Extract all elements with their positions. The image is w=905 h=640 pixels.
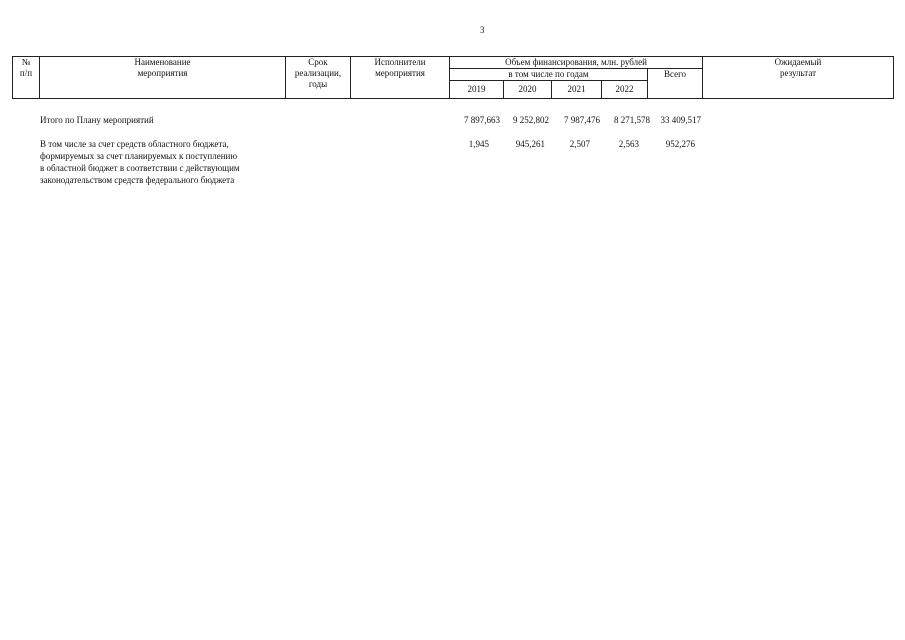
- row-total-2022: 8 271,578: [614, 115, 650, 125]
- row-total-all: 33 409,517: [660, 115, 701, 125]
- col-result-sub: результат: [779, 68, 817, 78]
- row-regional-line-3: в областной бюджет в соответствии с действующим: [40, 163, 240, 173]
- col-name-sub: мероприятия: [137, 68, 188, 78]
- col-total: Всего: [648, 69, 703, 99]
- row-total-2019: 7 897,663: [464, 115, 500, 125]
- col-by-years: в том числе по годам: [450, 69, 648, 81]
- row-total-label: Итого по Плану мероприятий: [40, 115, 154, 125]
- col-year-2019: 2019: [450, 81, 504, 99]
- col-name-label: Наименование: [134, 57, 191, 67]
- row-regional-2020: 945,261: [515, 139, 545, 149]
- col-term: [286, 57, 351, 99]
- row-regional-line-1: В том числе за счет средств областного бюджета,: [40, 139, 229, 149]
- col-result: [703, 57, 894, 99]
- col-term-label: Срок: [308, 57, 328, 67]
- col-term-sub1: реализации,: [294, 68, 342, 78]
- col-number-sub: п/п: [19, 68, 33, 78]
- row-regional-2019: 1,945: [468, 139, 489, 149]
- col-year-2022: 2022: [602, 81, 648, 99]
- col-term-sub2: годы: [308, 79, 328, 89]
- row-regional-2022: 2,563: [618, 139, 639, 149]
- financing-table-header: [12, 56, 894, 99]
- col-year-2021: 2021: [552, 81, 602, 99]
- row-regional-line-2: формируемых за счет планируемых к поступлению: [40, 151, 238, 161]
- row-regional-2021: 2,507: [569, 139, 590, 149]
- page-number: 3: [480, 25, 485, 35]
- col-number-label: №: [21, 57, 31, 67]
- col-executors-label: Исполнители: [374, 57, 426, 67]
- col-number: [13, 57, 40, 99]
- col-funding: Объем финансирования, млн. рублей: [450, 57, 703, 69]
- col-result-label: Ожидаемый: [774, 57, 822, 67]
- col-executors: [351, 57, 450, 99]
- row-total-2020: 9 252,802: [513, 115, 549, 125]
- col-executors-sub: мероприятия: [375, 68, 425, 78]
- col-year-2020: 2020: [504, 81, 552, 99]
- col-name: [40, 57, 286, 99]
- row-regional-label: [40, 138, 282, 186]
- row-regional-all: 952,276: [665, 139, 695, 149]
- row-regional-line-4: законодательством средств федерального бюджета: [40, 175, 235, 185]
- row-total-2021: 7 987,476: [564, 115, 600, 125]
